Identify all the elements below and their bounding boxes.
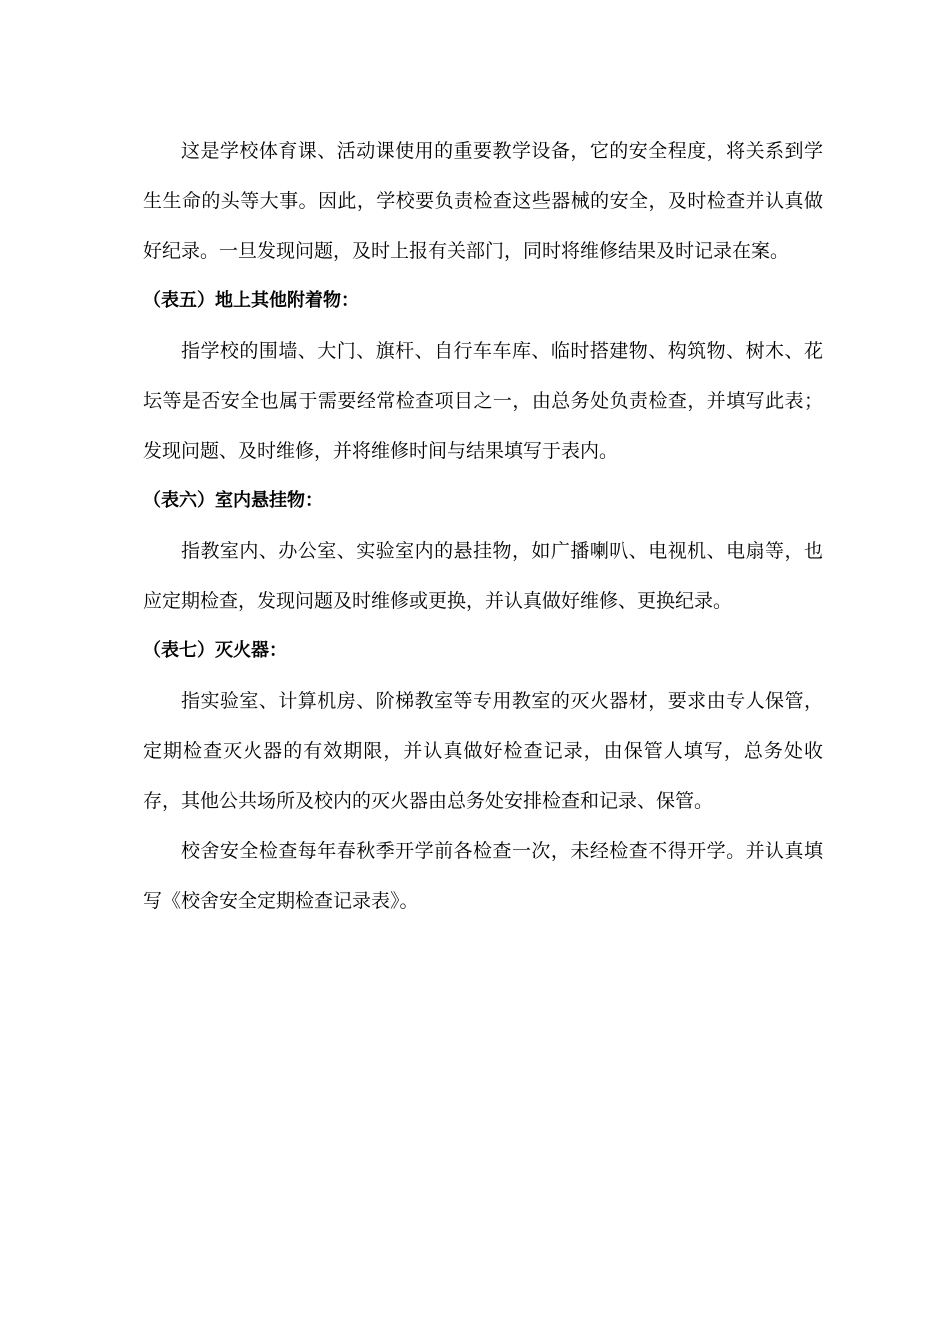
document-body: [143, 126, 823, 926]
paragraph-indoor-hangings: 指教室内、办公室、实验室内的悬挂物，如广播喇叭、电视机、电扇等，也应定期检查，发现问题及时维修或更换，并认真做好维修、更换纪录。: [143, 540, 823, 612]
paragraph-sports-equipment: 这是学校体育课、活动课使用的重要教学设备，它的安全程度，将关系到学生生命的头等大事。因此，学校要负责检查这些器械的安全，及时检查并认真做好纪录。一旦发现问题，及时上报有关部门，同时将维修结果及时记录在案。: [143, 140, 823, 262]
heading-table-five: （表五）地上其他附着物：: [143, 290, 359, 311]
heading-table-seven: （表七）灭火器：: [143, 640, 287, 661]
paragraph-fire-extinguishers: 指实验室、计算机房、阶梯教室等专用教室的灭火器材，要求由专人保管，定期检查灭火器的有效期限，并认真做好检查记录，由保管人填写，总务处收存，其他公共场所及校内的灭火器由总务处安排检查和记录、保管。: [143, 690, 823, 812]
paragraph-inspection-schedule: 校舍安全检查每年春秋季开学前各检查一次，未经检查不得开学。并认真填写《校舍安全定期检查记录表》。: [143, 840, 823, 912]
paragraph-ground-attachments: 指学校的围墙、大门、旗杆、自行车车库、临时搭建物、构筑物、树木、花坛等是否安全也属于需要经常检查项目之一，由总务处负责检查，并填写此表；发现问题、及时维修，并将维修时间与结果填写于表内。: [143, 340, 823, 462]
heading-table-six: （表六）室内悬挂物：: [143, 490, 323, 511]
